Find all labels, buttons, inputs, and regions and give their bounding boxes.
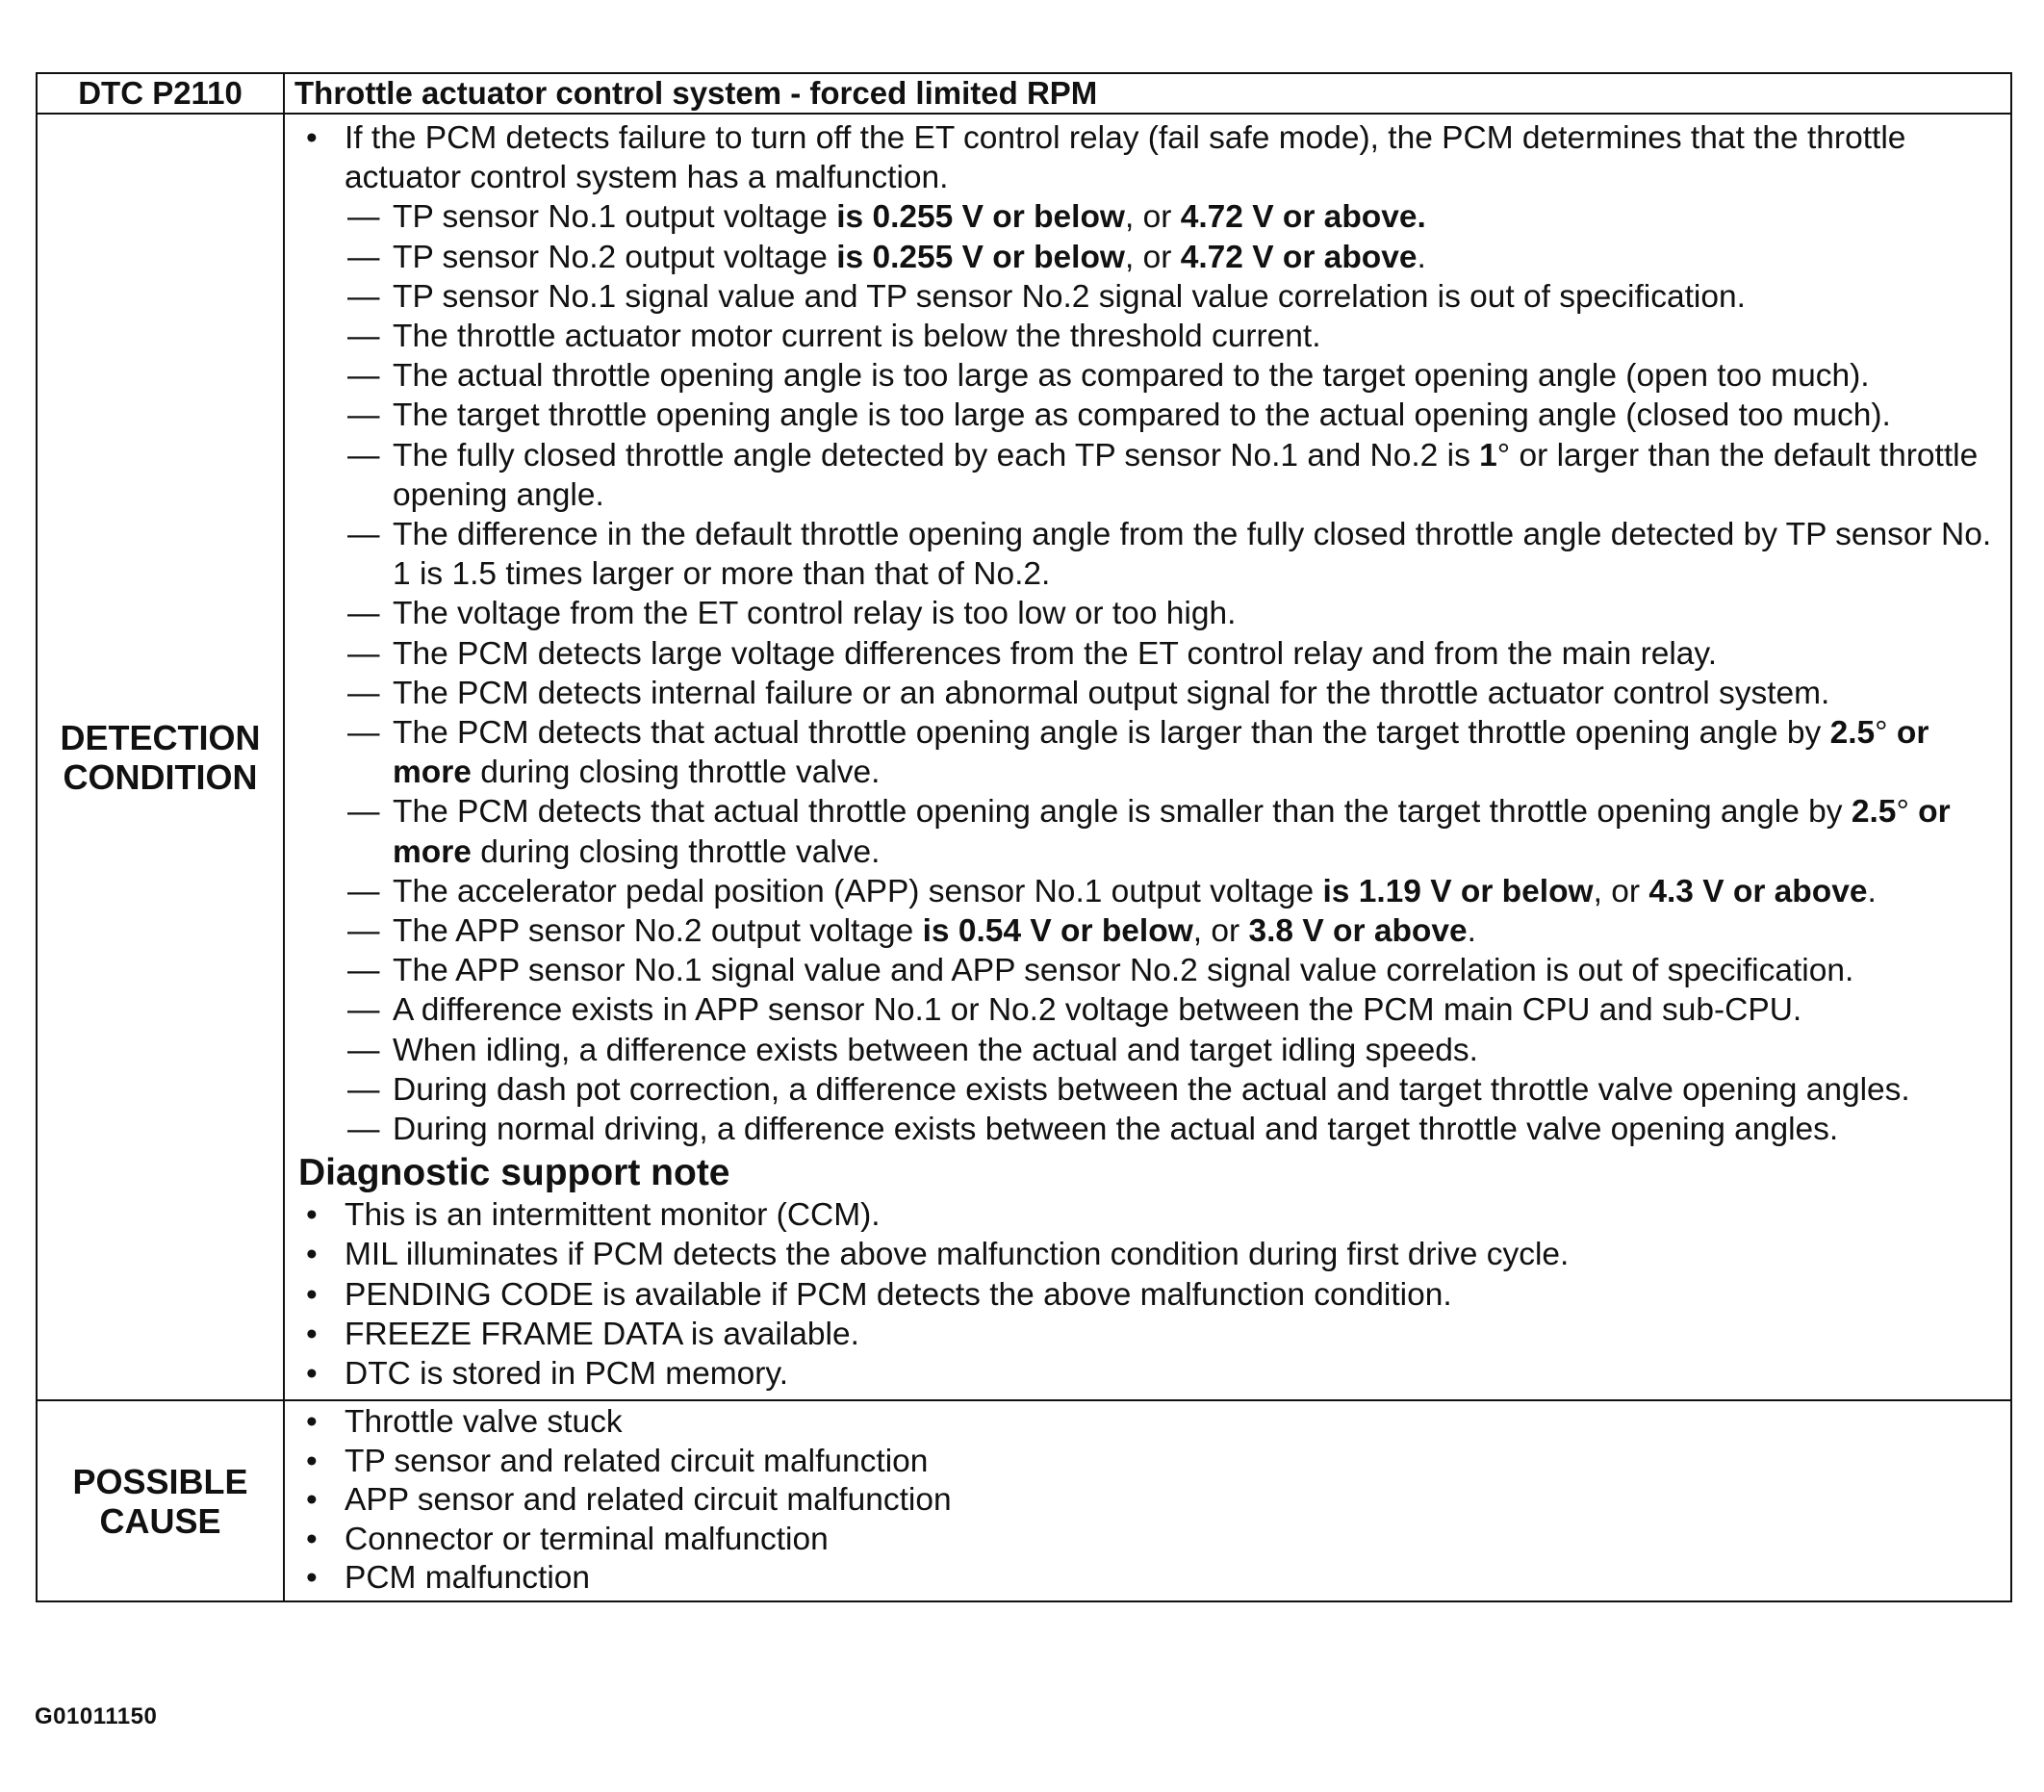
support-note-text: MIL illuminates if PCM detects the above malfunction condition during first drive cycle. xyxy=(345,1237,1570,1273)
condition-item xyxy=(298,317,2005,356)
cause-item xyxy=(298,1521,2005,1560)
condition-text-mid: , or xyxy=(1125,199,1181,236)
condition-text: The actual throttle opening angle is too large as compared to the target opening angle (open too much). xyxy=(393,358,1870,395)
dash-icon: — xyxy=(347,319,380,355)
dtc-title: Throttle actuator control system - forced limited RPM xyxy=(284,73,2011,114)
cause-content xyxy=(284,1400,2011,1601)
cause-item-text: Connector or terminal malfunction xyxy=(345,1521,829,1557)
condition-text: During normal driving, a difference exists between the actual and target throttle valve opening angles. xyxy=(393,1112,1839,1148)
condition-text-tail: . xyxy=(1417,239,1426,275)
condition-bold-value: 4.72 V or above. xyxy=(1180,199,1426,236)
dtc-code: DTC P2110 xyxy=(37,73,284,114)
condition-text: The target throttle opening angle is too large as compared to the actual opening angle (closed too much). xyxy=(393,397,1891,434)
bullet-icon: • xyxy=(306,1276,318,1313)
support-heading: Diagnostic support note xyxy=(298,1152,730,1194)
cause-item xyxy=(298,1481,2005,1521)
support-note-text: DTC is stored in PCM memory. xyxy=(345,1356,789,1393)
condition-bold-value: 4.3 V or above xyxy=(1648,873,1868,909)
bullet-icon: • xyxy=(306,1197,318,1234)
cause-label-line2: CAUSE xyxy=(99,1500,221,1541)
condition-text: The throttle actuator motor current is below the threshold current. xyxy=(393,319,1321,355)
cause-list xyxy=(298,1403,2005,1599)
support-note xyxy=(298,1235,2005,1274)
bullet-icon: • xyxy=(306,1316,318,1352)
dtc-table xyxy=(36,72,2012,1602)
detection-label-line1: DETECTION xyxy=(60,717,261,757)
dash-icon: — xyxy=(347,1032,380,1068)
condition-bold-value: 3.8 V or above xyxy=(1248,913,1468,950)
condition-text: A difference exists in APP sensor No.1 or No.2 voltage between the PCM main CPU and sub-CPU. xyxy=(393,992,1802,1029)
condition-bold-value: 2.5 xyxy=(1829,715,1876,752)
condition-bold-value: is 1.19 V or below xyxy=(1322,873,1594,909)
condition-item xyxy=(298,713,2005,792)
condition-item xyxy=(298,356,2005,396)
cause-item-text: PCM malfunction xyxy=(345,1560,591,1597)
condition-bold-value: is 0.54 V or below xyxy=(922,913,1193,950)
condition-item xyxy=(298,792,2005,871)
condition-text: During dash pot correction, a difference exists between the actual and target throttle valve opening angles. xyxy=(393,1071,1910,1108)
figure-id: G01011150 xyxy=(35,1703,158,1729)
condition-text-mid: ° xyxy=(1896,794,1919,831)
condition-text-mid: , or xyxy=(1125,239,1181,275)
condition-text: The fully closed throttle angle detected by each TP sensor No.1 and No.2 is xyxy=(393,437,1480,474)
condition-text: The accelerator pedal position (APP) sensor No.1 output voltage xyxy=(393,873,1323,909)
cause-item-text: APP sensor and related circuit malfunction xyxy=(345,1482,952,1519)
condition-text-mid: ° xyxy=(1875,715,1897,752)
condition-text: When idling, a difference exists between the actual and target idling speeds. xyxy=(393,1032,1478,1068)
condition-item xyxy=(298,1031,2005,1070)
dash-icon: — xyxy=(347,596,380,632)
bullet-icon: • xyxy=(306,1356,318,1393)
header-row xyxy=(37,73,2011,114)
condition-item xyxy=(298,436,2005,515)
dash-icon: — xyxy=(347,635,380,672)
condition-item xyxy=(298,594,2005,633)
cause-label xyxy=(37,1400,284,1601)
dash-icon: — xyxy=(347,517,380,553)
dash-icon: — xyxy=(347,992,380,1029)
cause-item-text: Throttle valve stuck xyxy=(345,1404,623,1441)
cause-item xyxy=(298,1443,2005,1482)
support-note xyxy=(298,1275,2005,1315)
dash-icon: — xyxy=(347,953,380,989)
dash-icon: — xyxy=(347,397,380,434)
detection-label xyxy=(37,114,284,1400)
support-note xyxy=(298,1354,2005,1394)
condition-bold-value: or more xyxy=(393,794,1951,870)
bullet-icon: • xyxy=(306,120,318,156)
condition-bold-value: 2.5 xyxy=(1851,794,1897,831)
condition-item xyxy=(298,515,2005,594)
dash-icon: — xyxy=(347,1112,380,1148)
condition-text: TP sensor No.1 output voltage xyxy=(393,199,837,236)
cause-item xyxy=(298,1559,2005,1599)
support-note-text: PENDING CODE is available if PCM detects the above malfunction condition. xyxy=(345,1276,1452,1313)
condition-list xyxy=(298,197,2005,1149)
dash-icon: — xyxy=(347,358,380,395)
bullet-icon: • xyxy=(306,1560,318,1597)
detection-content xyxy=(284,114,2011,1400)
condition-item xyxy=(298,674,2005,713)
condition-item xyxy=(298,951,2005,990)
dash-icon: — xyxy=(347,715,380,752)
condition-item xyxy=(298,634,2005,674)
condition-text-tail: . xyxy=(1867,873,1877,909)
support-note xyxy=(298,1315,2005,1354)
dash-icon: — xyxy=(347,239,380,275)
condition-item xyxy=(298,1070,2005,1110)
condition-text: The PCM detects internal failure or an abnormal output signal for the throttle actuator control system. xyxy=(393,675,1830,711)
condition-bold-value: 1 xyxy=(1479,437,1497,474)
condition-text-mid: ° or larger than the default throttle opening angle. xyxy=(393,437,1979,513)
condition-item xyxy=(298,396,2005,435)
condition-bold-value: 4.72 V or above xyxy=(1180,239,1418,275)
condition-item xyxy=(298,277,2005,317)
dash-icon: — xyxy=(347,1071,380,1108)
detection-row xyxy=(37,114,2011,1400)
condition-text: The difference in the default throttle opening angle from the fully closed throttle angle detected by TP sensor No. 1 is 1.5 times larger or more than that of No.2. xyxy=(393,517,1992,593)
condition-item xyxy=(298,911,2005,951)
condition-bold-value: is 0.255 V or below xyxy=(836,199,1125,236)
condition-item xyxy=(298,238,2005,277)
condition-text-tail: . xyxy=(1467,913,1476,950)
intro-text: If the PCM detects failure to turn off the ET control relay (fail safe mode), the PCM determines that the throttle actuator control system has a malfunction. xyxy=(345,120,1906,196)
condition-item xyxy=(298,197,2005,237)
dash-icon: — xyxy=(347,437,380,474)
dash-icon: — xyxy=(347,913,380,950)
bullet-icon: • xyxy=(306,1482,318,1519)
intro-item xyxy=(298,118,2005,197)
condition-text: The APP sensor No.1 signal value and APP sensor No.2 signal value correlation is out of specification. xyxy=(393,953,1854,989)
dash-icon: — xyxy=(347,199,380,236)
condition-item xyxy=(298,1110,2005,1149)
condition-bold-value: is 0.255 V or below xyxy=(836,239,1125,275)
condition-text: The PCM detects that actual throttle opening angle is larger than the target throttle opening angle by xyxy=(393,715,1830,752)
condition-item xyxy=(298,872,2005,911)
bullet-icon: • xyxy=(306,1404,318,1441)
dash-icon: — xyxy=(347,278,380,315)
condition-text: The voltage from the ET control relay is too low or too high. xyxy=(393,596,1237,632)
condition-text: The PCM detects that actual throttle opening angle is smaller than the target throttle opening angle by xyxy=(393,794,1852,831)
support-note-list xyxy=(298,1195,2005,1394)
condition-text: The APP sensor No.2 output voltage xyxy=(393,913,923,950)
condition-text: The PCM detects large voltage differences from the ET control relay and from the main relay. xyxy=(393,635,1718,672)
condition-text-tail: during closing throttle valve. xyxy=(471,755,881,791)
bullet-icon: • xyxy=(306,1443,318,1479)
condition-text-mid: , or xyxy=(1593,873,1649,909)
support-note-text: This is an intermittent monitor (CCM). xyxy=(345,1197,881,1234)
condition-text-tail: during closing throttle valve. xyxy=(471,833,881,870)
bullet-icon: • xyxy=(306,1521,318,1557)
condition-bold-value: or more xyxy=(393,715,1929,791)
condition-text-mid: , or xyxy=(1192,913,1249,950)
support-note-text: FREEZE FRAME DATA is available. xyxy=(345,1316,859,1352)
cause-row xyxy=(37,1400,2011,1601)
dash-icon: — xyxy=(347,675,380,711)
dash-icon: — xyxy=(347,873,380,909)
cause-item-text: TP sensor and related circuit malfunction xyxy=(345,1443,929,1479)
cause-label-line1: POSSIBLE xyxy=(72,1461,248,1501)
condition-item xyxy=(298,990,2005,1030)
condition-text: TP sensor No.1 signal value and TP sensor No.2 signal value correlation is out of specification. xyxy=(393,278,1746,315)
support-note xyxy=(298,1195,2005,1235)
condition-text: TP sensor No.2 output voltage xyxy=(393,239,837,275)
dash-icon: — xyxy=(347,794,380,831)
bullet-icon: • xyxy=(306,1237,318,1273)
detection-label-line2: CONDITION xyxy=(63,756,258,797)
cause-item xyxy=(298,1403,2005,1443)
